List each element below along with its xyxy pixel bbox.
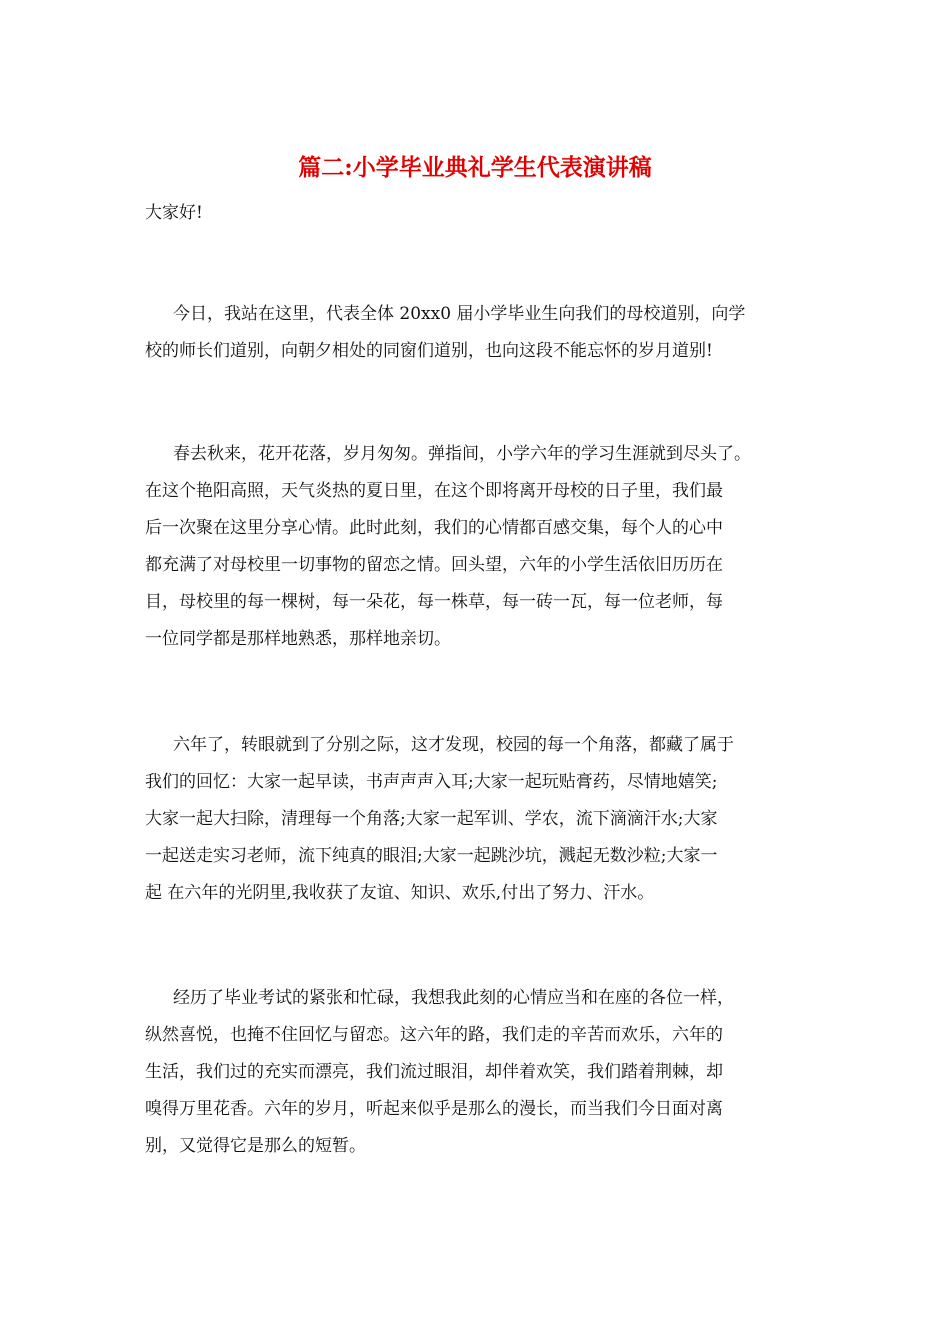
paragraph-line: 别，又觉得它是那么的短暂。 bbox=[145, 1136, 366, 1156]
paragraph-line: 后一次聚在这里分享心情。此时此刻，我们的心情都百感交集，每个人的心中 bbox=[145, 518, 723, 538]
greeting-text: 大家好! bbox=[145, 203, 203, 223]
paragraph-line: 都充满了对母校里一切事物的留恋之情。回头望，六年的小学生活依旧历历在 bbox=[145, 555, 723, 575]
paragraph-line: 大家一起大扫除，清理每一个角落;大家一起军训、学农，流下滴滴汗水;大家 bbox=[145, 809, 718, 829]
paragraph-4 bbox=[145, 980, 825, 1165]
document-title: 篇二:小学毕业典礼学生代表演讲稿 bbox=[298, 154, 652, 181]
paragraph-line: 六年了，转眼就到了分别之际，这才发现，校园的每一个角落，都藏了属于 bbox=[173, 735, 734, 755]
paragraph-line: 嗅得万里花香。六年的岁月，听起来似乎是那么的漫长，而当我们今日面对离 bbox=[145, 1099, 723, 1119]
paragraph-line: 一起送走实习老师，流下纯真的眼泪;大家一起跳沙坑，溅起无数沙粒;大家一 bbox=[145, 846, 718, 866]
paragraph-3 bbox=[145, 727, 825, 912]
paragraph-line: 今日，我站在这里，代表全体 20xx0 届小学毕业生向我们的母校道别，向学 bbox=[173, 304, 746, 324]
paragraph-line: 纵然喜悦，也掩不住回忆与留恋。这六年的路，我们走的辛苦而欢乐，六年的 bbox=[145, 1025, 723, 1045]
paragraph-line: 经历了毕业考试的紧张和忙碌，我想我此刻的心情应当和在座的各位一样， bbox=[173, 988, 734, 1008]
paragraph-line: 校的师长们道别，向朝夕相处的同窗们道别，也向这段不能忘怀的岁月道别! bbox=[145, 341, 713, 361]
paragraph-line: 生活，我们过的充实而漂亮，我们流过眼泪，却伴着欢笑，我们踏着荆棘，却 bbox=[145, 1062, 723, 1082]
paragraph-line: 目，母校里的每一棵树，每一朵花，每一株草，每一砖一瓦，每一位老师，每 bbox=[145, 592, 723, 612]
paragraph-2 bbox=[145, 436, 825, 658]
paragraph-line: 在这个艳阳高照，天气炎热的夏日里，在这个即将离开母校的日子里，我们最 bbox=[145, 481, 723, 501]
paragraph-line: 一位同学都是那样地熟悉，那样地亲切。 bbox=[145, 629, 451, 649]
paragraph-1 bbox=[145, 296, 825, 370]
paragraph-line: 春去秋来，花开花落，岁月匆匆。弹指间，小学六年的学习生涯就到尽头了。 bbox=[173, 444, 751, 464]
paragraph-line: 我们的回忆：大家一起早读，书声声声入耳;大家一起玩贴膏药，尽情地嬉笑; bbox=[145, 772, 718, 792]
paragraph-line: 起 在六年的光阴里,我收获了友谊、知识、欢乐,付出了努力、汗水。 bbox=[145, 883, 655, 903]
